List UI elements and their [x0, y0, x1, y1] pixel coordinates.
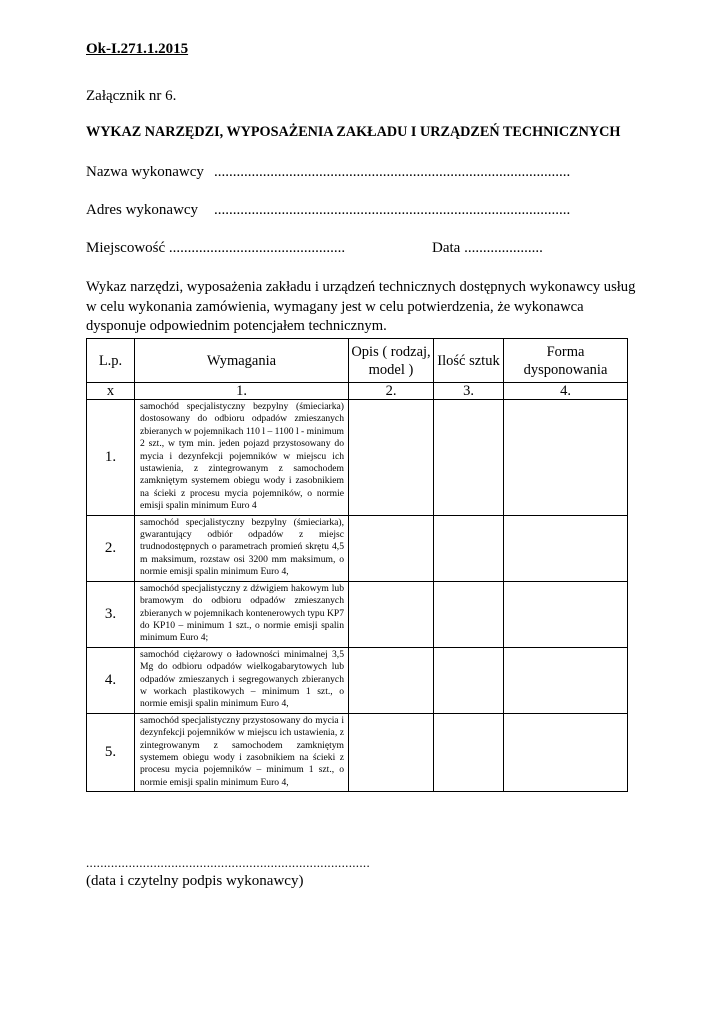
date-field: Data .....................	[432, 240, 543, 256]
disposal-form-cell[interactable]	[504, 581, 628, 647]
quantity-cell[interactable]	[434, 647, 504, 713]
row-number: 2.	[87, 515, 135, 581]
row-number: 3.	[87, 581, 135, 647]
requirement-text: samochód ciężarowy o ładowności minimalnej 3,5 Mg do odbioru odpadów wielkogabarytowych lub odpadów zmieszanych i segregowanych zbieranych w workach plastikowych – minimum 1 szt., o normie emisji spalin minimum Euro 4,	[135, 647, 349, 713]
row-number: 5.	[87, 713, 135, 791]
table-header-row	[87, 339, 628, 383]
table-row	[87, 647, 628, 713]
column-number: x	[87, 383, 135, 400]
description-cell[interactable]	[349, 713, 434, 791]
column-number: 2.	[349, 383, 434, 400]
column-number-row	[87, 383, 628, 400]
disposal-form-cell[interactable]	[504, 400, 628, 516]
table-row	[87, 713, 628, 791]
description-cell[interactable]	[349, 400, 434, 516]
contractor-address-dots: ...............................................................................................	[214, 202, 571, 218]
contractor-name-dots: ...............................................................................................	[214, 164, 571, 180]
requirement-text: samochód specjalistyczny przystosowany do mycia i dezynfekcji pojemników w miejscu ich ustawienia, z zintegrowanym z samochodem zamkniętym systemem obiegu wody i zasobnikiem na ścieki z procesu mycia pojemników – minimum 1 szt., o normie emisji spalin minimum Euro 4,	[135, 713, 349, 791]
header-disposal-form: Forma dysponowania	[504, 339, 628, 383]
requirement-text: samochód specjalistyczny bezpylny (śmieciarka), gwarantujący odbiór odpadów z miejsc trudnodostępnych o parametrach promień skrętu 4,5 m maksimum, rozstaw osi 3200 mm maksimum, o normie emisji spalin minimum Euro 4,	[135, 515, 349, 581]
column-number: 4.	[504, 383, 628, 400]
description-cell[interactable]	[349, 515, 434, 581]
column-number: 3.	[434, 383, 504, 400]
place-field: Miejscowość ...............................................	[86, 240, 346, 256]
signature-line: ................................................................................	[86, 855, 370, 870]
contractor-name-field	[86, 164, 570, 181]
disposal-form-cell[interactable]	[504, 713, 628, 791]
quantity-cell[interactable]	[434, 581, 504, 647]
equipment-table	[86, 338, 628, 792]
requirement-text: samochód specjalistyczny bezpylny (śmieciarka) dostosowany do odbioru odpadów zmieszanych zbieranych w pojemnikach 110 l – 1100 l - minimum 2 szt., w tym min. jeden pojazd przystosowany do mycia i dezynfekcji pojemników w miejscu ich ustawienia, z zintegrowanym z samochodem zamkniętym systemem obiegu wody i zasobnikiem na ścieki z procesu mycia pojemników, o normie emisji spalin minimum Euro 4	[135, 400, 349, 516]
contractor-address-label: Adres wykonawcy	[86, 202, 199, 218]
quantity-cell[interactable]	[434, 713, 504, 791]
intro-paragraph: Wykaz narzędzi, wyposażenia zakładu i urządzeń technicznych dostępnych wykonawcy usług w celu wykonania zamówienia, wymagany jest w celu potwierdzenia, że wykonawca dysponuje odpowiednim potencjałem technicznym.	[86, 279, 636, 334]
header-requirements: Wymagania	[135, 339, 349, 383]
contractor-name-label: Nazwa wykonawcy	[86, 164, 204, 180]
annex-number: Załącznik nr 6.	[86, 88, 177, 104]
row-number: 4.	[87, 647, 135, 713]
description-cell[interactable]	[349, 581, 434, 647]
table-row	[87, 400, 628, 516]
quantity-cell[interactable]	[434, 515, 504, 581]
table-row	[87, 515, 628, 581]
description-cell[interactable]	[349, 647, 434, 713]
header-quantity: Ilość sztuk	[434, 339, 504, 383]
quantity-cell[interactable]	[434, 400, 504, 516]
document-reference: Ok-I.271.1.2015	[86, 41, 189, 57]
contractor-address-field	[86, 202, 570, 219]
header-lp: L.p.	[87, 339, 135, 383]
row-number: 1.	[87, 400, 135, 516]
table-row	[87, 581, 628, 647]
requirement-text: samochód specjalistyczny z dźwigiem hakowym lub bramowym do odbioru odpadów zmieszanych zbieranych w pojemnikach kontenerowych typu KP7 do KP10 – minimum 1 szt., o normie emisji spalin minimum Euro 4;	[135, 581, 349, 647]
disposal-form-cell[interactable]	[504, 647, 628, 713]
signature-caption: (data i czytelny podpis wykonawcy)	[86, 873, 304, 889]
column-number: 1.	[135, 383, 349, 400]
header-description: Opis ( rodzaj, model )	[349, 339, 434, 383]
document-title: WYKAZ NARZĘDZI, WYPOSAŻENIA ZAKŁADU I URZĄDZEŃ TECHNICZNYCH	[86, 124, 621, 140]
disposal-form-cell[interactable]	[504, 515, 628, 581]
